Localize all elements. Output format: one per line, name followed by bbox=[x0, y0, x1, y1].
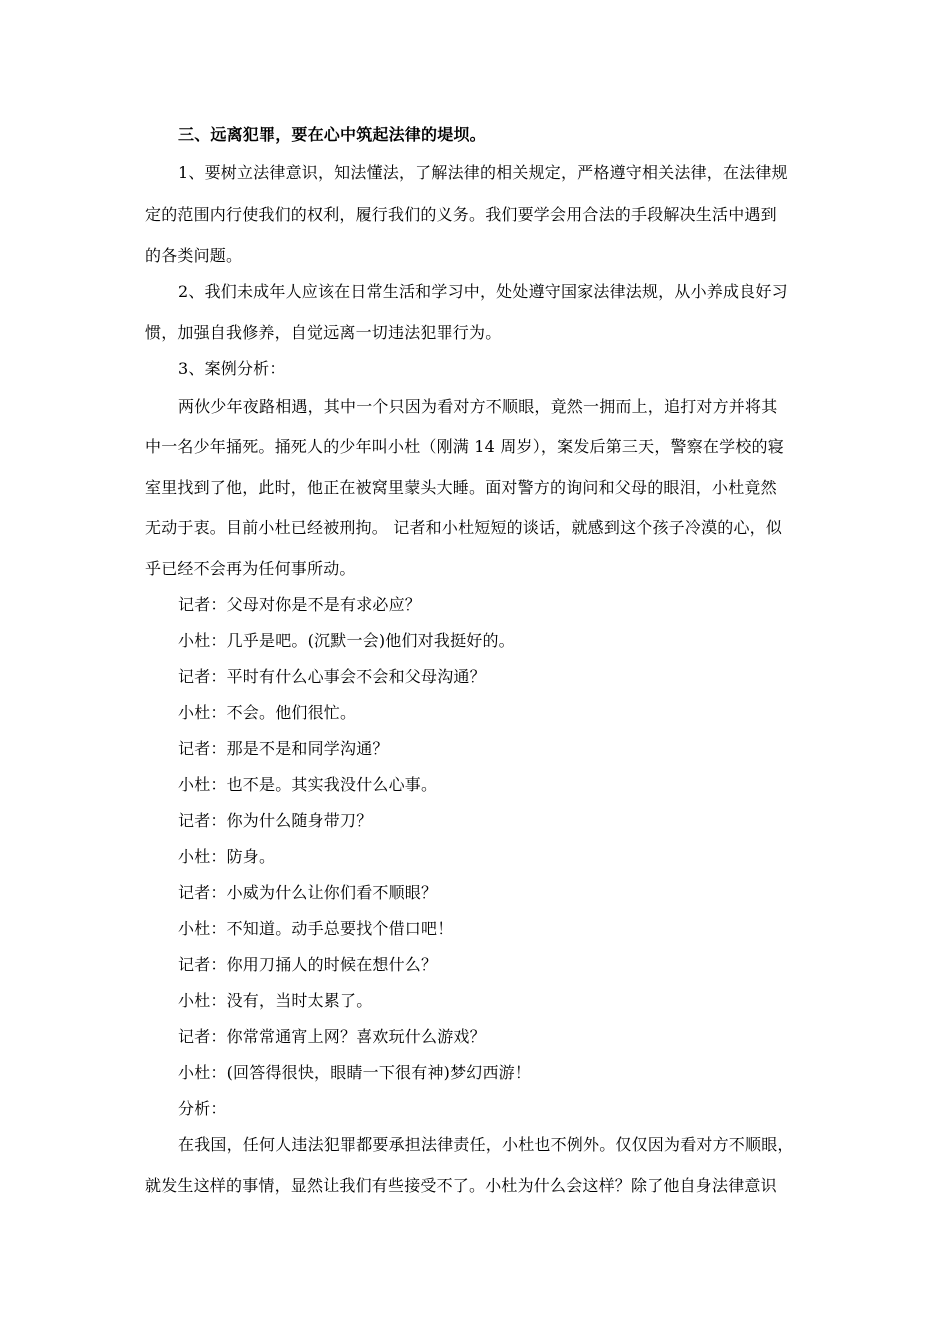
case-line-5: 乎已经不会再为任何事所动。 bbox=[145, 559, 356, 578]
dialogue-line: 记者：你为什么随身带刀？ bbox=[178, 811, 373, 830]
dialogue-line: 小杜：(回答得很快，眼睛一下很有神)梦幻西游！ bbox=[178, 1063, 532, 1082]
case-line-1: 两伙少年夜路相遇，其中一个只因为看对方不顺眼，竟然一拥而上，追打对方并将其 bbox=[178, 397, 778, 416]
dialogue-line: 记者：你常常通宵上网？喜欢玩什么游戏？ bbox=[178, 1027, 486, 1046]
dialogue-line: 小杜：防身。 bbox=[178, 847, 276, 866]
dialogue-line: 记者：那是不是和同学沟通？ bbox=[178, 739, 389, 758]
dialogue-line: 小杜：不知道。动手总要找个借口吧！ bbox=[178, 919, 454, 938]
dialogue-line: 记者：父母对你是不是有求必应？ bbox=[178, 595, 422, 614]
dialogue-line: 小杜：不会。他们很忙。 bbox=[178, 703, 357, 722]
paragraph-1-line-3: 的各类问题。 bbox=[145, 246, 243, 265]
dialogue-line: 记者：小威为什么让你们看不顺眼？ bbox=[178, 883, 438, 902]
analysis-line-1: 在我国，任何人违法犯罪都要承担法律责任，小杜也不例外。仅仅因为看对方不顺眼， bbox=[178, 1135, 794, 1154]
paragraph-1-line-2: 定的范围内行使我们的权利，履行我们的义务。我们要学会用合法的手段解决生活中遇到 bbox=[145, 205, 777, 224]
paragraph-2-line-2: 惯，加强自我修养，自觉远离一切违法犯罪行为。 bbox=[145, 323, 502, 342]
section-heading: 三、远离犯罪，要在心中筑起法律的堤坝。 bbox=[178, 125, 486, 144]
case-heading: 3、案例分析： bbox=[178, 359, 286, 378]
dialogue-line: 小杜：没有，当时太累了。 bbox=[178, 991, 373, 1010]
dialogue-line: 小杜：也不是。其实我没什么心事。 bbox=[178, 775, 438, 794]
analysis-heading: 分析： bbox=[178, 1099, 227, 1118]
paragraph-1-line-1: 1、要树立法律意识，知法懂法，了解法律的相关规定，严格遵守相关法律，在法律规 bbox=[178, 163, 788, 182]
case-line-4: 无动于衷。目前小杜已经被刑拘。 记者和小杜短短的谈话，就感到这个孩子冷漠的心，似 bbox=[145, 518, 783, 537]
analysis-line-2: 就发生这样的事情，显然让我们有些接受不了。小杜为什么会这样？除了他自身法律意识 bbox=[145, 1176, 777, 1195]
dialogue-line: 记者：平时有什么心事会不会和父母沟通？ bbox=[178, 667, 486, 686]
case-line-3: 室里找到了他，此时，他正在被窝里蒙头大睡。面对警方的询问和父母的眼泪，小杜竟然 bbox=[145, 478, 777, 497]
paragraph-2-line-1: 2、我们未成年人应该在日常生活和学习中，处处遵守国家法律法规，从小养成良好习 bbox=[178, 282, 788, 301]
dialogue-line: 小杜：几乎是吧。(沉默一会)他们对我挺好的。 bbox=[178, 631, 515, 650]
case-line-2: 中一名少年捅死。捅死人的少年叫小杜（刚满 14 周岁），案发后第三天，警察在学校的寝 bbox=[145, 437, 784, 456]
dialogue-line: 记者：你用刀捅人的时候在想什么？ bbox=[178, 955, 438, 974]
